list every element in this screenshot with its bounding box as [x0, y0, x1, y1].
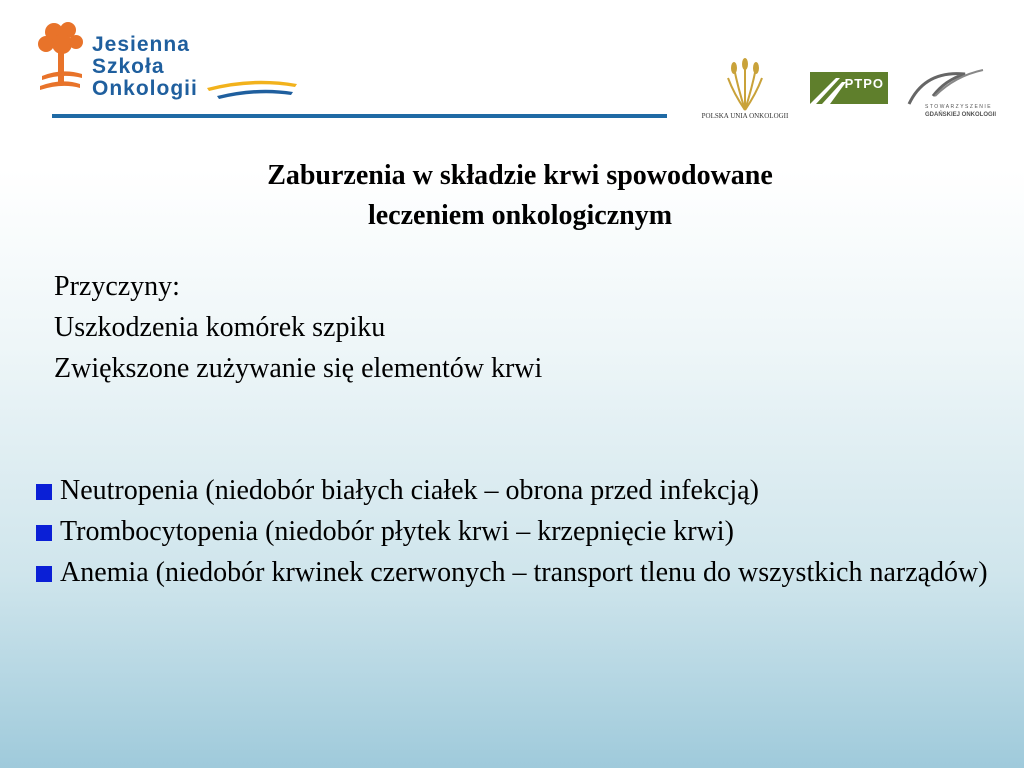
list-item: [36, 552, 996, 593]
sgo-logo: [905, 66, 995, 124]
title-line-1: Zaburzenia w składzie krwi spowodowane: [267, 160, 773, 191]
cause-item: Zwiększone zużywanie się elementów krwi: [54, 353, 543, 384]
sgo-caption-bottom: GDAŃSKIEJ ONKOLOGII: [925, 112, 997, 118]
brand-line-1: Jesienna: [92, 33, 190, 56]
header-divider: [52, 114, 667, 118]
square-bullet-icon: [36, 525, 52, 541]
ptpo-label: PTPO: [844, 76, 884, 91]
bullet-text: Trombocytopenia (niedobór płytek krwi – krzepnięcie krwi): [60, 516, 734, 547]
swirl-icon: [905, 66, 995, 106]
square-bullet-icon: [36, 566, 52, 582]
pul-caption: POLSKA UNIA ONKOLOGII: [701, 112, 789, 120]
brand-line-3: Onkologii: [92, 77, 198, 100]
wheat-sheaf-icon: [690, 58, 800, 112]
jesienna-szkola-onkologii-logo: [32, 18, 272, 108]
causes-heading: Przyczyny:: [54, 271, 180, 302]
cause-item: Uszkodzenia komórek szpiku: [54, 312, 386, 343]
slide-title: [0, 156, 1024, 236]
causes-block: [54, 266, 542, 389]
ptpo-logo: [810, 72, 888, 104]
title-line-2: leczeniem onkologicznym: [367, 200, 673, 231]
brand-line-2: Szkoła: [92, 55, 165, 78]
square-bullet-icon: [36, 484, 52, 500]
bullet-text: Neutropenia (niedobór białych ciałek – obrona przed infekcją): [60, 475, 759, 506]
list-item: [36, 511, 996, 552]
bullet-list: [36, 470, 996, 593]
brand-wordmark: [92, 34, 198, 100]
sgo-caption-top: STOWARZYSZENIE: [925, 104, 993, 110]
polska-unia-onkologii-logo: [690, 58, 800, 124]
list-item: [36, 470, 996, 511]
tree-logo-icon: [32, 18, 92, 98]
bullet-text: Anemia (niedobór krwinek czerwonych – transport tlenu do wszystkich narządów): [60, 557, 988, 588]
swoosh-stripes-icon: [207, 66, 297, 106]
